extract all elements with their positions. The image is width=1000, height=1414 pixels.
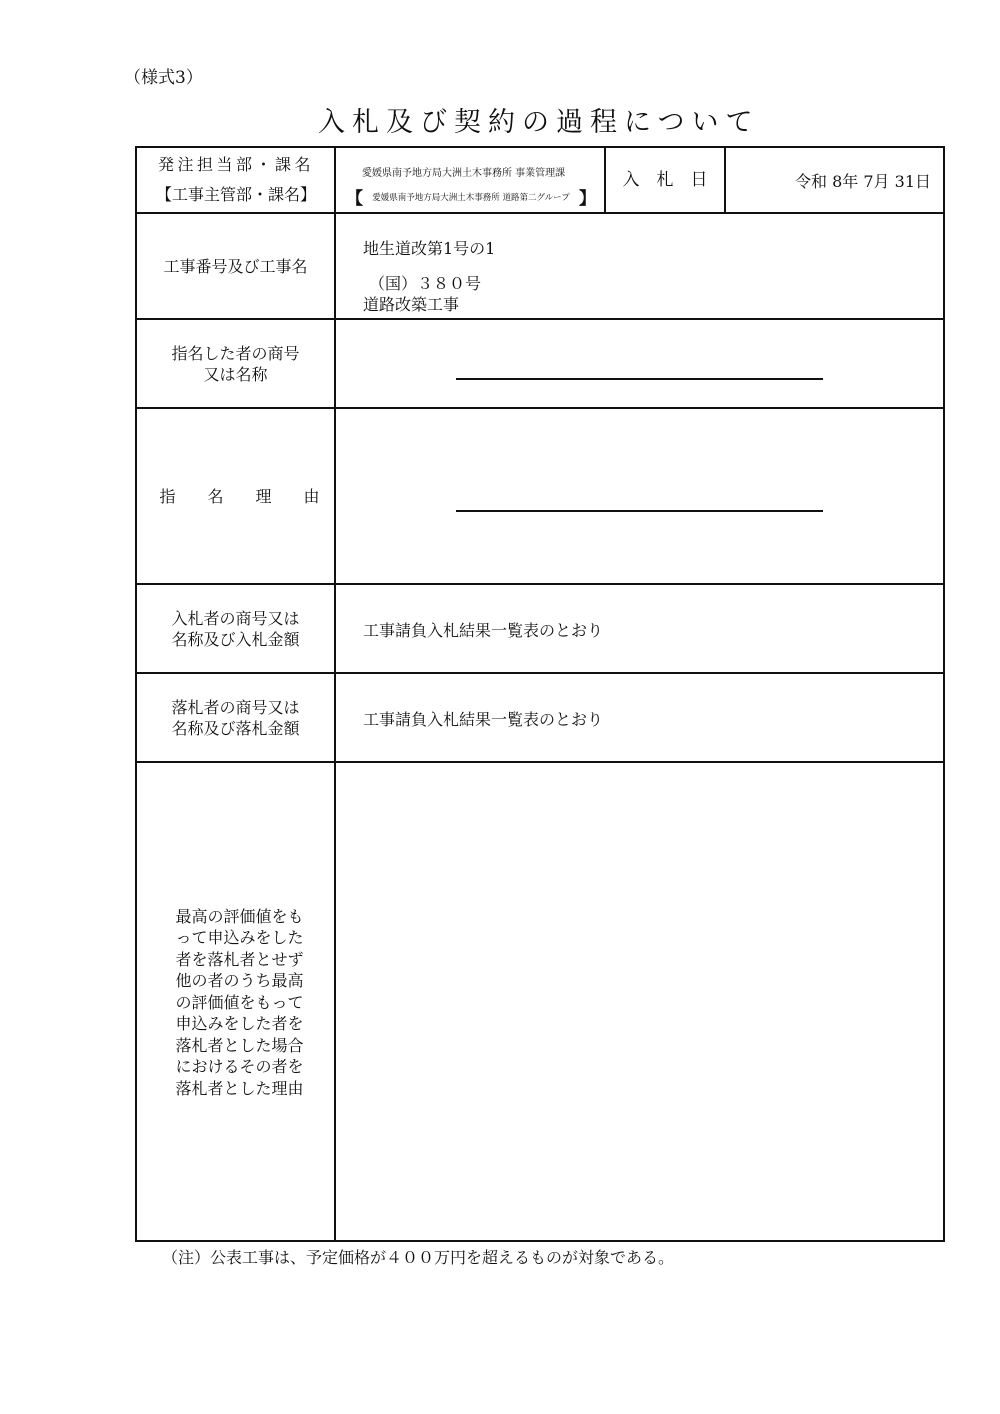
dept-value-line2: 愛媛県南予地方局大洲土木事務所 道路第二グループ [372, 192, 570, 203]
dept-label-cell [137, 148, 334, 212]
dept-label-line1: 発注担当部・課名 [157, 155, 314, 174]
form-label: （様式3） [124, 68, 203, 88]
dept-label-line2: 【工事主管部・課名】 [155, 185, 316, 204]
bid-date-value: 令和 8年 7月 31日 [795, 171, 931, 191]
winner-value: 工事請負入札結果一覧表のとおり [363, 710, 604, 729]
project-number: 地生道改第1号の1 [363, 239, 496, 258]
dept-value-line1: 愛媛県南予地方局大洲土木事務所 事業管理課 [362, 168, 566, 179]
winner-label-line2: 名称及び落札金額 [171, 718, 300, 738]
designated-names-label-line2: 又は名称 [203, 364, 268, 384]
bidders-value: 工事請負入札結果一覧表のとおり [363, 621, 604, 640]
bracket-close: 】 [579, 189, 596, 209]
winner-label [137, 674, 334, 761]
column-divider [334, 148, 336, 1242]
bracket-open: 【 [346, 189, 363, 209]
bidders-label-line2: 名称及び入札金額 [171, 629, 300, 649]
bidders-label [137, 585, 334, 672]
project-route: （国）３８０号 [369, 274, 482, 293]
designated-names-label-line1: 指名した者の商号 [171, 343, 300, 363]
footnote: （注）公表工事は、予定価格が４００万円を超えるものが対象である。 [162, 1248, 675, 1267]
project-name: 道路改築工事 [363, 295, 460, 314]
designation-reason-label: 指 名 理 由 [159, 486, 320, 506]
bidders-label-line1: 入札者の商号又は [171, 608, 300, 628]
exception-reason-label-cell [137, 763, 334, 1242]
exception-reason-label: 最高の評価値をも って申込みをした 者を落札者とせず 他の者のうち最高 の評価値をもって 申込みをした者を 落札者とした場合 におけるその者を 落札者とした理由 [175, 906, 304, 1098]
designated-names-blank-line [456, 378, 823, 380]
dept-value-line2-wrap [346, 184, 596, 209]
document-title: 入札及び契約の過程について [318, 107, 760, 138]
form-table [135, 146, 945, 1242]
project-label: 工事番号及び工事名 [163, 256, 308, 276]
winner-label-line1: 落札者の商号又は [171, 697, 300, 717]
bid-date-label: 入 札 日 [622, 169, 708, 190]
dept-value-cell [336, 148, 604, 212]
designated-names-label [137, 320, 334, 407]
designation-reason-blank-line [456, 510, 823, 512]
